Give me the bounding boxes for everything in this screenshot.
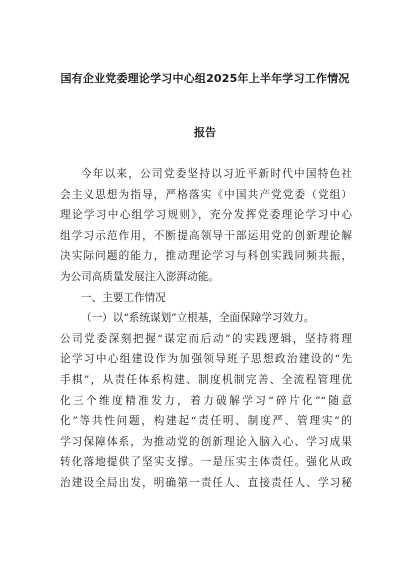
paragraph-line: 论学习中心组建设作为加强领导班子思想政治建设的“先 xyxy=(60,353,352,366)
paragraph-line: 今年以来，公司党委坚持以习近平新时代中国特色社 xyxy=(81,168,352,180)
document-title: 国有企业党委理论学习中心组2025年上半年学习工作情况 xyxy=(60,72,350,85)
paragraph-line: 会主义思想为指导，严格落实《中国共产党党委（党组） xyxy=(60,188,352,201)
document-subtitle: 报告 xyxy=(194,126,216,139)
paragraph-line: 组学习示范作用，不断提高领导干部运用党的创新理论解 xyxy=(60,229,352,242)
paragraph-line: 为公司高质量发展注入澎湃动能。 xyxy=(60,270,219,283)
paragraph-line: 化”等共性问题，构建起“责任明、制度严、管理实”的 xyxy=(60,415,352,428)
subsection-heading: （一）以“系统谋划”立根基，全面保障学习效力。 xyxy=(81,312,315,325)
document-body xyxy=(60,164,352,494)
paragraph-line: 手棋”，从责任体系构建、制度机制完善、全流程管理优 xyxy=(60,373,352,386)
paragraph-line: 决实际问题的能力，推动理论学习与科创实践同频共振， xyxy=(60,250,352,263)
paragraph-line: 化三个维度精准发力，着力破解学习“碎片化”“随意 xyxy=(60,394,352,407)
paragraph-line: 学习保障体系，为推动党的创新理论入脑入心、学习成果 xyxy=(60,435,352,448)
section-heading: 一、主要工作情况 xyxy=(81,291,166,304)
paragraph-line: 公司党委深刻把握“谋定而后动”的实践逻辑，坚持将理 xyxy=(60,332,352,345)
paragraph-line: 转化落地提供了坚实支撑。一是压实主体责任。强化从政 xyxy=(60,456,352,469)
paragraph-line: 理论学习中心组学习规则》，充分发挥党委理论学习中心 xyxy=(60,209,352,222)
paragraph-line: 治建设全局出发，明确第一责任人、直接责任人、学习秘 xyxy=(60,476,352,489)
